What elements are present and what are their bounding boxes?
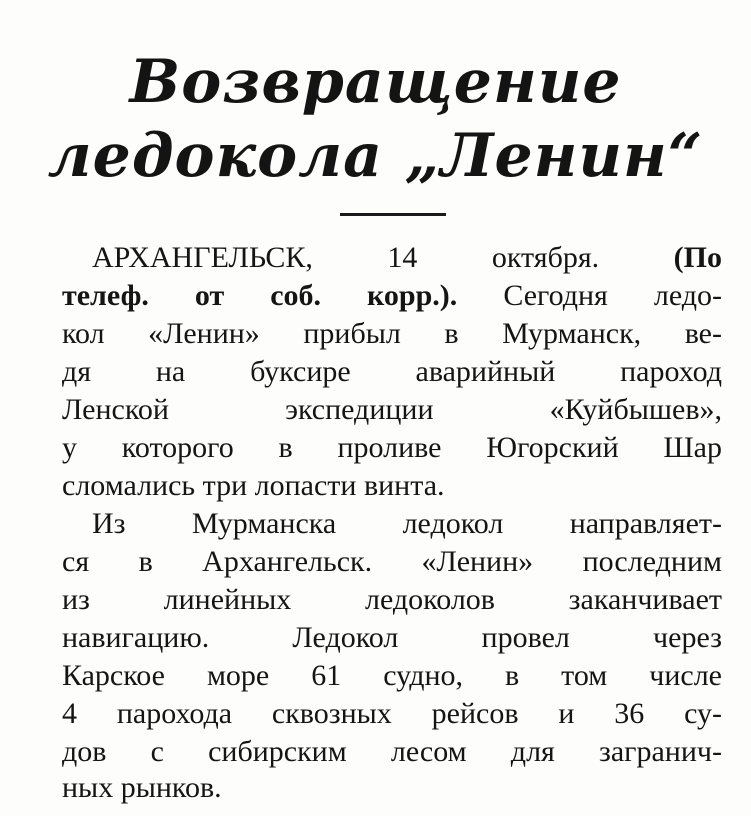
article-line-last: ных рынков. (62, 771, 222, 804)
article-line: Карское море 61 судно, в том числе (62, 659, 722, 692)
article-line: 4 парохода сквозных рейсов и 36 су- (62, 697, 722, 730)
paragraph-2-line-1: Из Мурманска ледокол направляет- (92, 507, 722, 540)
article-line: Ленской экспедиции «Куйбышев», (62, 393, 722, 426)
article-line: кол «Ленин» прибыл в Мурманск, ве- (62, 317, 722, 350)
article-line: сломались три лопасти винта. (62, 469, 445, 502)
paragraph-1-line-2 (62, 278, 722, 314)
headline-divider (340, 213, 446, 216)
article-line: из линейных ледоколов заканчивает (62, 583, 722, 616)
source-note-part-1: (По (673, 241, 722, 274)
article-line: у которого в проливе Югорский Шар (62, 431, 722, 464)
source-note-part-2: телеф. от соб. корр.). (62, 279, 458, 312)
article-text-segment: Сегодня ледо- (503, 279, 722, 312)
paragraph-1-line-1 (62, 240, 722, 276)
headline-line-1: Возвращение (129, 47, 622, 117)
article-line: ся в Архангельск. «Ленин» последним (62, 545, 722, 578)
article-line: навигацию. Ледокол провел через (62, 621, 722, 654)
headline-line-2: ледокола „Ленин“ (47, 121, 704, 191)
article-line: дов с сибирским лесом для загранич- (62, 735, 722, 768)
article-line: дя на буксире аварийный пароход (62, 355, 722, 388)
dateline: АРХАНГЕЛЬСК, 14 октября. (92, 241, 600, 274)
